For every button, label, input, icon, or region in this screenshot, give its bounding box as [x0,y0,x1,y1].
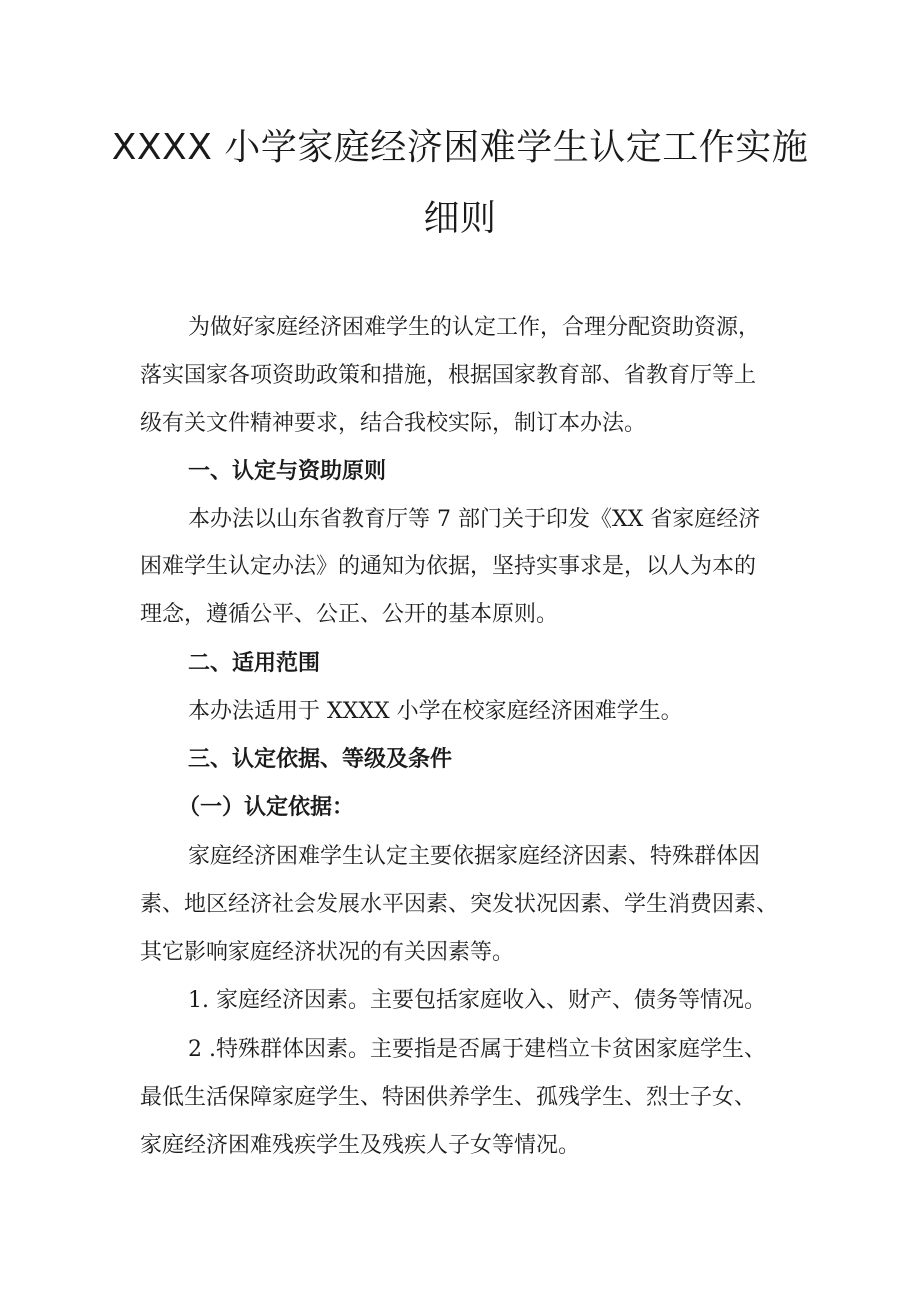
intro-line-2: 落实国家各项资助政策和措施，根据国家教育部、省教育厅等上 [140,363,757,388]
item-2-line-3: 家庭经济困难残疾学生及残疾人子女等情况。 [140,1133,581,1158]
document-title-line-1: XXXX 小学家庭经济困难学生认定工作实施 [111,127,809,168]
intro-line-1: 为做好家庭经济困难学生的认定工作，合理分配资助资源， [188,315,761,340]
section-3-para-line-3: 其它影响家庭经济状况的有关因素等。 [140,940,515,965]
document-title-line-2: 细则 [423,198,497,239]
section-3-subheading: （一）认定依据： [178,795,355,820]
section-3-para-line-1: 家庭经济困难学生认定主要依据家庭经济因素、特殊群体因 [188,844,761,869]
intro-line-3: 级有关文件精神要求，结合我校实际，制订本办法。 [140,411,647,436]
section-1-line-1: 本办法以山东省教育厅等 7 部门关于印发《XX 省家庭经济 [188,507,761,532]
item-2-line-1: 2 .特殊群体因素。主要指是否属于建档立卡贫困家庭学生、 [188,1037,766,1062]
item-1-line: 1. 家庭经济因素。主要包括家庭收入、财产、债务等情况。 [188,988,766,1013]
section-1-line-3: 理念，遵循公平、公正、公开的基本原则。 [140,602,559,627]
section-1-heading: 一、认定与资助原则 [188,459,387,484]
item-2-line-2: 最低生活保障家庭学生、特困供养学生、孤残学生、烈士子女、 [140,1085,757,1110]
section-2-line-1: 本办法适用于 XXXX 小学在校家庭经济困难学生。 [188,699,683,724]
section-1-line-2: 困难学生认定办法》的通知为依据，坚持实事求是，以人为本的 [140,554,757,579]
section-3-para-line-2: 素、地区经济社会发展水平因素、突发状况因素、学生消费因素、 [140,892,779,917]
section-2-heading: 二、适用范围 [188,651,321,676]
section-3-heading: 三、认定依据、等级及条件 [188,747,453,772]
